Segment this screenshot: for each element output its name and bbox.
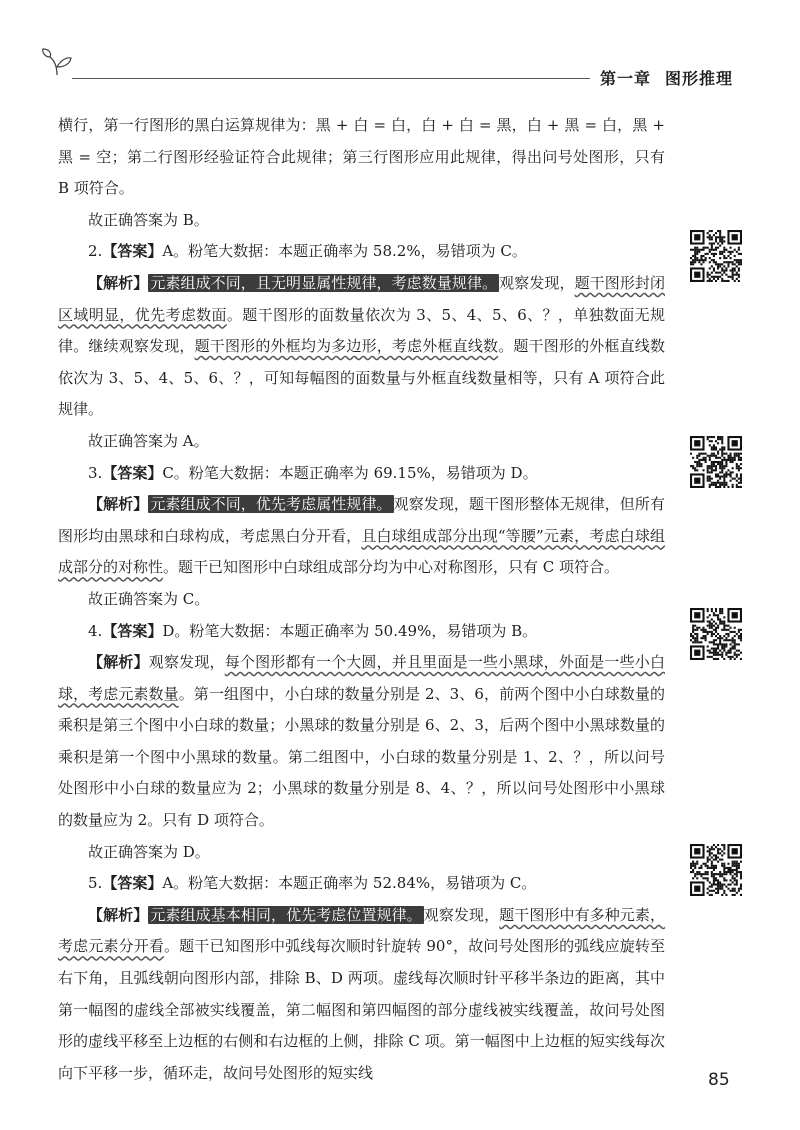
q3-answer — [58, 458, 665, 490]
paragraph: 横行，第一行图形的黑白运算规律为：黑 + 白 = 白，白 + 白 = 黑，白 + 黑 = 白，黑 + 黑 = 空；第二行图形经验证符合此规律；第三行图形应用此规律，得出问号处图形，只有 B 项符合。 — [58, 116, 665, 198]
q5-answer — [58, 868, 665, 900]
answer-tag: 【答案】 — [102, 463, 163, 482]
analysis-tag: 【解析】 — [88, 653, 149, 672]
underlined-text: 且白球组成部分出现“等腰”元素，考虑白球组成部分的对称性 — [58, 526, 665, 577]
qr-code-icon — [690, 608, 742, 660]
text: 。题干已知图形中白球组成部分均为中心对称图形，只有 C 项符合。 — [163, 558, 620, 577]
qr-code-icon — [690, 230, 742, 282]
highlight: 元素组成不同，且无明显属性规律，考虑数量规律。 — [150, 273, 498, 292]
q3-analysis — [58, 489, 665, 584]
answer-tag: 【答案】 — [102, 621, 163, 640]
answer-text: A。粉笔大数据：本题正确率为 52.84%，易错项为 C。 — [162, 874, 537, 893]
highlight: 元素组成不同，优先考虑属性规律。 — [150, 495, 392, 514]
answer-tag: 【答案】 — [102, 874, 163, 893]
answer-text: A。粉笔大数据：本题正确率为 58.2%，易错项为 C。 — [162, 242, 527, 261]
page-header — [0, 0, 800, 100]
conclusion: 故正确答案为 B。 — [88, 210, 209, 229]
chapter-title: 图形推理 — [665, 69, 734, 88]
page-number: 85 — [708, 1070, 730, 1090]
q2-answer — [58, 236, 665, 268]
text: 。题干图形的外框直线数依次为 3、5、4、5、6、？，可知每幅图的面数量与外框直线数量相等，只有 A 项符合此规律。 — [58, 337, 665, 419]
conclusion: 故正确答案为 D。 — [88, 842, 210, 861]
page-body — [58, 110, 665, 1089]
underlined-text: 题干图形中有多种元素，考虑元素分开看 — [58, 905, 665, 956]
chapter-heading — [600, 66, 733, 89]
qr-code-icon — [690, 436, 742, 488]
leaf-icon — [40, 47, 74, 77]
text: 观察发现， — [148, 653, 225, 672]
analysis-tag: 【解析】 — [88, 273, 149, 292]
conclusion: 故正确答案为 C。 — [88, 589, 210, 608]
underlined-text: 题干图形的外框均为多边形，考虑外框直线数 — [194, 337, 499, 356]
analysis-tag: 【解析】 — [88, 495, 149, 514]
question-number: 5. — [88, 874, 103, 893]
q4-answer — [58, 616, 665, 648]
text: 。题干图形的面数量依次为 3、5、4、5、6、？，单独数面无规律。继续观察发现， — [58, 305, 665, 356]
chapter-number: 第一章 — [600, 69, 652, 88]
qr-code-icon — [690, 844, 742, 896]
answer-text: D。粉笔大数据：本题正确率为 50.49%，易错项为 B。 — [162, 621, 538, 640]
question-number: 3. — [88, 463, 103, 482]
text: 观察发现，题干图形整体无规律，但所有图形均由黑球和白球构成，考虑黑白分开看， — [58, 495, 665, 545]
underlined-text: 题干图形封闭区域明显，优先考虑数面 — [58, 273, 665, 324]
answer-text: C。粉笔大数据：本题正确率为 69.15%，易错项为 D。 — [162, 463, 538, 482]
answer-tag: 【答案】 — [102, 242, 163, 261]
question-number: 2. — [88, 242, 103, 261]
analysis-tag: 【解析】 — [88, 905, 149, 924]
text: 。第一组图中，小白球的数量分别是 2、3、6，前两个图中小白球数量的乘积是第三个图中小白球的数量；小黑球的数量分别是 6、2、3，后两个图中小黑球数量的乘积是第一个图中小黑球的数量。第二组图中，小白球的数量分别是 1、2、？，所以问号处图形中小白球的数量应为 2；小黑球的数量分别是 8、4、？，所以问号处图形中小黑球的数量应为 2。只有 D 项符合。 — [58, 684, 665, 830]
text: 观察发现， — [423, 905, 500, 924]
text: 。题干已知图形中弧线每次顺时针旋转 90°，故问号处图形的弧线应旋转至右下角，且弧线朝向图形内部，排除 B、D 两项。虚线每次顺时针平移半条边的距离，其中第一幅图的虚线全部被实线覆盖，第二幅图和第四幅图的部分虚线被实线覆盖，故问号处图形的虚线平移至上边框的右侧和右边框的上侧，排除 C 项。第一幅图中上边框的短实线每次向下平移一步，循环走，故问号处图形的短实线 — [58, 937, 665, 1082]
conclusion: 故正确答案为 A。 — [88, 431, 209, 450]
q5-analysis — [58, 900, 665, 1090]
highlight: 元素组成基本相同，优先考虑位置规律。 — [150, 905, 422, 924]
q4-analysis — [58, 647, 665, 837]
header-rule — [72, 78, 590, 79]
question-number: 4. — [88, 621, 103, 640]
q2-analysis — [58, 268, 665, 426]
text: 观察发现， — [499, 273, 575, 292]
underlined-text: 每个图形都有一个大圆，并且里面是一些小黑球，外面是一些小白球，考虑元素数量 — [58, 653, 665, 703]
